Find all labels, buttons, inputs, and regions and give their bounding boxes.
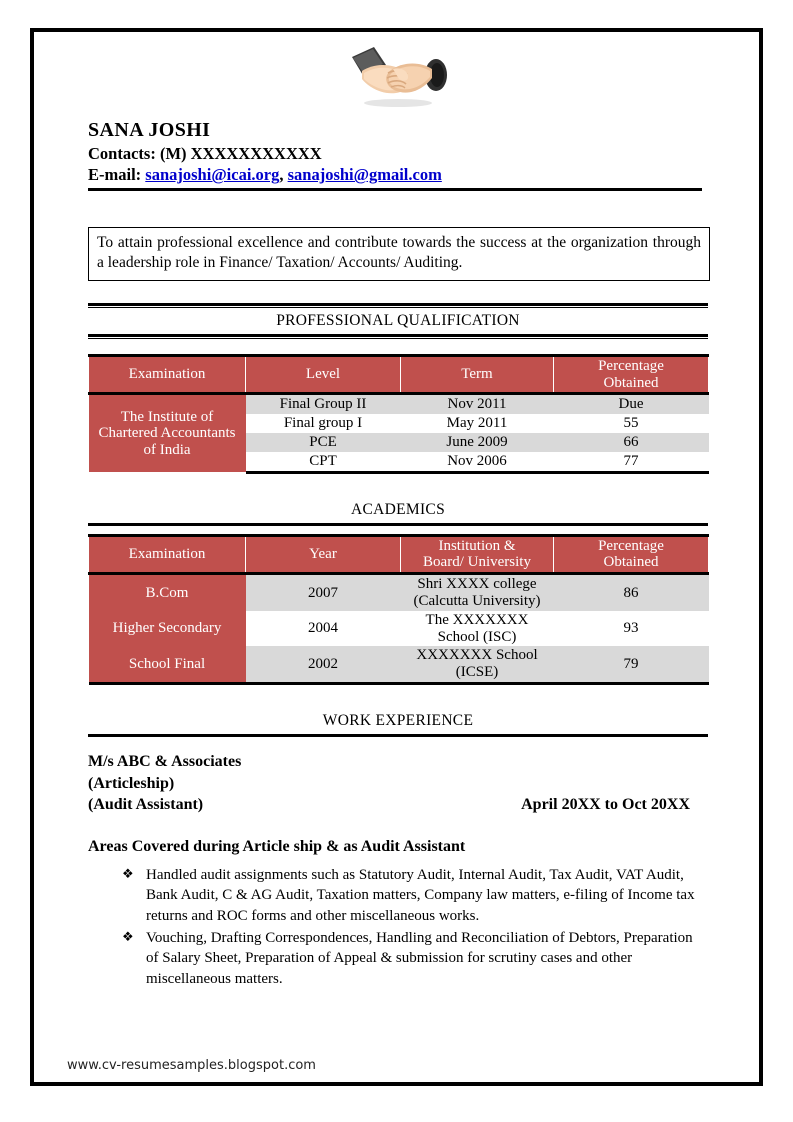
col-header-institution	[401, 535, 554, 574]
work-experience-entry	[88, 751, 708, 816]
section-title-work-experience: WORK EXPERIENCE	[322, 711, 474, 729]
list-item-text: Handled audit assignments such as Statutory Audit, Internal Audit, Tax Audit, VAT Audit, Bank Audit, C & AG Audit, Taxation matters, Company law matters, e-filing of Income tax returns and ROC forms and other miscellaneous works.	[146, 866, 695, 924]
col-header-percentage-line1: Percentage	[598, 537, 664, 554]
role-title: (Audit Assistant)	[88, 796, 204, 814]
handshake-logo	[88, 36, 708, 114]
col-header-percentage-line2: Obtained	[603, 374, 659, 391]
cell-level: CPT	[246, 452, 401, 472]
cell-year: 2007	[246, 574, 401, 611]
col-header-percentage	[554, 535, 709, 574]
email-label: E-mail:	[88, 165, 142, 185]
areas-covered-list	[88, 865, 708, 989]
cell-level: Final Group II	[246, 394, 401, 414]
cell-percentage: 77	[554, 452, 709, 472]
engagement-type: (Articleship)	[88, 774, 175, 792]
cell-percentage: Due	[554, 394, 709, 414]
work-experience-rule	[88, 734, 708, 737]
cell-level: Final group I	[246, 414, 401, 433]
col-header-percentage	[554, 355, 709, 394]
email-link-gmail[interactable]: sanajoshi@gmail.com	[287, 165, 442, 185]
header-divider	[88, 188, 702, 191]
resume-content	[88, 36, 708, 991]
cell-institution: Shri XXXX college (Calcutta University)	[401, 574, 554, 611]
section-title-academics: ACADEMICS	[351, 500, 445, 518]
cell-term: May 2011	[401, 414, 554, 433]
cell-year: 2004	[246, 611, 401, 647]
cell-examination: B.Com	[89, 574, 246, 611]
role-and-dates	[88, 794, 708, 816]
footer-url: www.cv-resumesamples.blogspot.com	[67, 1058, 316, 1073]
cell-percentage: 86	[554, 574, 709, 611]
contact-phone-line	[88, 143, 708, 164]
cell-percentage: 66	[554, 433, 709, 452]
cell-term: June 2009	[401, 433, 554, 452]
cell-year: 2002	[246, 646, 401, 683]
email-separator: ,	[279, 165, 284, 185]
cell-institution: XXXXXXX School (ICSE)	[401, 646, 554, 683]
table-header-row	[89, 355, 709, 394]
cell-term: Nov 2006	[401, 452, 554, 472]
handshake-icon	[344, 39, 452, 111]
col-header-institution-line2: Board/ University	[423, 554, 531, 571]
phone-value: XXXXXXXXXXX	[190, 144, 322, 163]
diamond-bullet-icon: ❖	[122, 928, 134, 944]
cell-percentage: 79	[554, 646, 709, 683]
col-header-term: Term	[401, 355, 554, 394]
list-item	[122, 928, 708, 989]
contacts-label: Contacts: (M)	[88, 144, 187, 163]
table-row	[89, 646, 709, 683]
table-row	[89, 394, 709, 414]
table-row	[89, 611, 709, 647]
col-header-percentage-line1: Percentage	[598, 357, 664, 374]
objective-box: To attain professional excellence and contribute towards the success at the organization through a leadership role in Finance/ Taxation/ Accounts/ Auditing.	[88, 227, 710, 281]
cell-level: PCE	[246, 433, 401, 452]
areas-covered-title: Areas Covered during Article ship & as Audit Assistant	[88, 837, 466, 855]
cell-percentage: 93	[554, 611, 709, 647]
cell-percentage: 55	[554, 414, 709, 433]
col-header-examination: Examination	[89, 355, 246, 394]
col-header-institution-line1: Institution &	[438, 537, 516, 554]
list-item-text: Vouching, Drafting Correspondences, Handling and Reconciliation of Debtors, Preparation of Salary Sheet, Preparation of Appeal & submission for scrutiny cases and other miscellaneous matters.	[146, 929, 693, 987]
cell-institution: The XXXXXXX School (ISC)	[401, 611, 554, 647]
table-header-row	[89, 535, 709, 574]
professional-qualification-rule-bottom	[88, 334, 708, 340]
academics-table	[88, 534, 709, 685]
col-header-year: Year	[246, 535, 401, 574]
col-header-examination: Examination	[89, 535, 246, 574]
list-item	[122, 865, 708, 926]
cell-examination: School Final	[89, 646, 246, 683]
academics-rule	[88, 523, 708, 526]
cell-examination: Higher Secondary	[89, 611, 246, 647]
email-link-icai[interactable]: sanajoshi@icai.org	[145, 165, 280, 185]
professional-qualification-table	[88, 354, 709, 474]
table-row	[89, 574, 709, 611]
col-header-level: Level	[246, 355, 401, 394]
page-title: SANA JOSHI	[88, 119, 211, 141]
diamond-bullet-icon: ❖	[122, 865, 134, 881]
col-header-percentage-line2: Obtained	[603, 554, 659, 571]
employer-name: M/s ABC & Associates	[88, 752, 242, 770]
section-title-professional-qualification: PROFESSIONAL QUALIFICATION	[276, 311, 520, 329]
institution-cell: The Institute of Chartered Accountants of India	[89, 394, 246, 472]
contact-email-line	[88, 164, 708, 185]
employment-dates: April 20XX to Oct 20XX	[521, 796, 690, 814]
cell-term: Nov 2011	[401, 394, 554, 414]
